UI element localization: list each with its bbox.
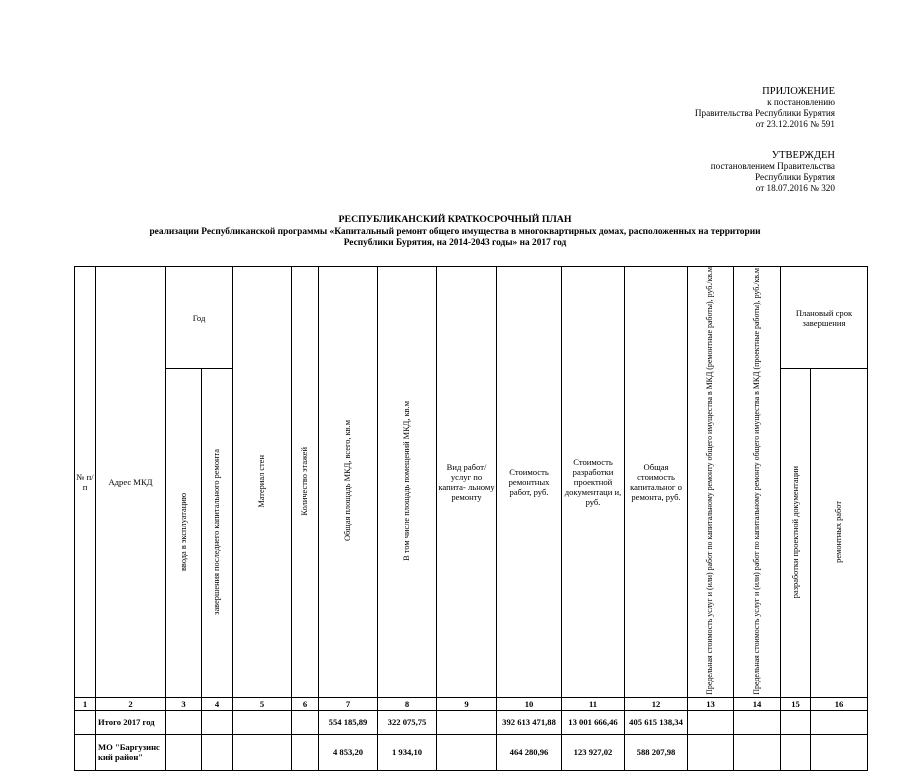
cell-empty	[437, 710, 497, 734]
plan-subtitle-line: реализации Республиканской программы «Капитальный ремонт общего имущества в многоквартирных домах, расположенных на территории	[149, 227, 761, 237]
table-row	[75, 710, 868, 734]
cell-empty	[688, 710, 734, 734]
column-number-row	[75, 697, 868, 710]
cell-total-cost: 405 615 138,34	[625, 710, 688, 734]
cell-empty	[166, 734, 202, 770]
cell-empty	[292, 734, 319, 770]
column-number: 10	[497, 697, 562, 710]
column-number: 1	[75, 697, 96, 710]
plan-title: РЕСПУБЛИКАНСКИЙ КРАТКОСРОЧНЫЙ ПЛАН	[338, 214, 572, 225]
cell-empty	[75, 710, 96, 734]
column-number: 6	[292, 697, 319, 710]
cell-empty	[734, 734, 781, 770]
header-total-area: Общая площадь МКД, всего, кв.м	[319, 267, 378, 698]
header-num: № п/ п	[75, 267, 96, 698]
plan-subtitle	[70, 227, 840, 249]
cell-empty	[166, 710, 202, 734]
header-deadline-repair: ремонтных работ	[811, 369, 868, 697]
appendix-line: к постановлению	[767, 97, 835, 107]
appendix-block	[695, 86, 835, 130]
cell-repair-cost: 392 613 471,88	[497, 710, 562, 734]
approved-block	[711, 150, 835, 194]
header-year-last-repair: завершения последнего капитального ремонта	[202, 369, 233, 697]
cell-repair-cost: 464 280,96	[497, 734, 562, 770]
row-label: Итого 2017 год	[96, 710, 166, 734]
column-number: 8	[378, 697, 437, 710]
header-work-type: Вид работ/ услуг по капита- льному ремонту	[437, 267, 497, 698]
cell-empty	[202, 734, 233, 770]
cell-empty	[781, 710, 811, 734]
approved-line: постановлением Правительства	[710, 161, 835, 171]
approved-heading: УТВЕРЖДЕН	[771, 150, 835, 161]
header-deadline-group: Плановый срок завершения	[781, 267, 868, 369]
column-number: 14	[734, 697, 781, 710]
cell-total-cost: 588 207,98	[625, 734, 688, 770]
plan-table	[74, 266, 868, 771]
appendix-line: Правительства Республики Бурятия	[694, 108, 835, 118]
column-number: 13	[688, 697, 734, 710]
column-number: 16	[811, 697, 868, 710]
cell-empty	[233, 710, 292, 734]
cell-premises-area: 322 075,75	[378, 710, 437, 734]
appendix-line: от 23.12.2016 № 591	[755, 119, 835, 129]
cell-empty	[688, 734, 734, 770]
cell-total-area: 4 853,20	[319, 734, 378, 770]
column-number: 15	[781, 697, 811, 710]
row-label: МО "Баргузинс кий район"	[96, 734, 166, 770]
plan-subtitle-line: Республики Бурятия, на 2014-2043 годы» на 2017 год	[343, 238, 567, 248]
cell-total-area: 554 185,89	[319, 710, 378, 734]
cell-empty	[811, 710, 868, 734]
column-number: 3	[166, 697, 202, 710]
cell-empty	[781, 734, 811, 770]
cell-empty	[437, 734, 497, 770]
column-number: 7	[319, 697, 378, 710]
cell-empty	[233, 734, 292, 770]
cell-empty	[292, 710, 319, 734]
header-row	[75, 267, 868, 369]
header-repair-cost: Стоимость ремонтных работ, руб.	[497, 267, 562, 698]
cell-empty	[202, 710, 233, 734]
cell-empty	[811, 734, 868, 770]
header-year-commission: ввода в эксплуатацию	[166, 369, 202, 697]
column-number: 4	[202, 697, 233, 710]
cell-design-cost: 13 001 666,46	[562, 710, 625, 734]
header-design-cost: Стоимость разработки проектной документаци и, руб.	[562, 267, 625, 698]
cell-premises-area: 1 934,10	[378, 734, 437, 770]
cell-empty	[75, 734, 96, 770]
approved-line: от 18.07.2016 № 320	[755, 183, 835, 193]
header-limit-repair: Предельная стоимость услуг и (или) работ по капитальному ремонту общего имущества в МКД (ремонтные работы), руб./кв.м	[688, 267, 734, 698]
cell-empty	[734, 710, 781, 734]
table-row	[75, 734, 868, 770]
column-number: 2	[96, 697, 166, 710]
column-number: 11	[562, 697, 625, 710]
column-number: 12	[625, 697, 688, 710]
header-premises-area: В том числе площадь помещений МКД, кв.м	[378, 267, 437, 698]
cell-design-cost: 123 927,02	[562, 734, 625, 770]
header-year-group: Год	[166, 267, 233, 369]
appendix-heading: ПРИЛОЖЕНИЕ	[762, 86, 835, 97]
header-limit-design: Предельная стоимость услуг и (или) работ по капитальному ремонту общего имущества в МКД (проектные работы), руб./кв.м	[734, 267, 781, 698]
header-address: Адрес МКД	[96, 267, 166, 698]
header-wall-material: Материал стен	[233, 267, 292, 698]
header-floors: Количество этажей	[292, 267, 319, 698]
header-deadline-design: разработки проектной документации	[781, 369, 811, 697]
column-number: 9	[437, 697, 497, 710]
header-total-cost: Общая стоимость капитальног о ремонта, руб.	[625, 267, 688, 698]
column-number: 5	[233, 697, 292, 710]
approved-line: Республики Бурятия	[754, 172, 835, 182]
